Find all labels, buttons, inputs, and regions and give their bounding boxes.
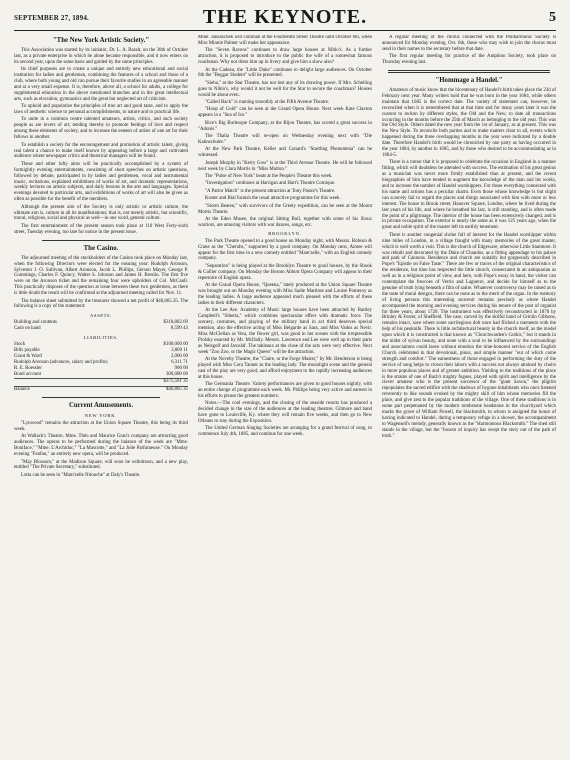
paragraph: There is a rumor that it is proposed to celebrate the occasion in England in a manner fitting, which will doubtless be attended with success. The estimation of his great genius as a musician was never more firmly established than at present, and the recent biographies of him have tended to augment the knowledge of the man and his works, and to increase the number of Handel worshippers. For those everything connected with his name and actions has a peculiar charm. Even those whose knowledge is but slight can scarcely fail to regard the places and things associated with him with more or less interest. The house in Brook street, Hanover Square, London, where he lived during the last years of his life, and where he breathed his last, is still standing, and is often made the point of a pilgrimage. The interior of the house has been extensively changed, and is in private occupation. The exterior is nearly the same as it was 125 years ago, when the great and noble spirit of the master left its earthly tenement. bbox=[382, 160, 556, 231]
paragraph: The first regular meeting for practice of the Amphion Society, took place on Thursday evening last. bbox=[382, 54, 556, 66]
paragraph: "Investigation" continues at Harrigan and Hart's Theatre Comique. bbox=[205, 181, 336, 187]
paragraph: To unite in a common centre talented amateurs, artists, critics, and such society people as are lovers of art; tending thereby to promote feelings of love and respect among these elements of society, and to increase the esteem of artists of one art for their fellows in another. bbox=[14, 117, 188, 141]
balance-amount: 2,000 00 bbox=[170, 353, 188, 359]
balance-label: Bond account bbox=[14, 371, 42, 377]
balance-amount: 300,000 00 bbox=[165, 371, 188, 377]
paragraph: The balance sheet submitted by the treasurer showed a net profit of $46,865.35. The following is a copy of the statement: bbox=[14, 298, 188, 310]
balance-amount: 3,800 11 bbox=[171, 347, 188, 353]
paragraph: Mme. Janauschek will continue at the Fourteenth Street Theatre until October 6th, when Miss Minnie Palmer will make her appearance. bbox=[198, 35, 372, 46]
balance-label: Bills payable bbox=[14, 347, 40, 353]
paragraph: Rice's Big Burlesque Company, at the Bijou Theatre, has scored a great success in "Adonis." bbox=[198, 120, 372, 132]
paragraph: Although the present aim of the Society is only artistic or artistic culture, the ultimate aim is, culture in all its manifestations; that is, not merely artistic, but scientific, moral, religious, social and physical as well—in one word, general culture. bbox=[14, 204, 188, 222]
issue-date: SEPTEMBER 27, 1894. bbox=[14, 14, 89, 22]
paragraph: "Sieba," at the Star Theatre, has not lost any of its drawing power. If Mrs. Schelling goes to Niblo's, why would it not be well for the Star to secure the coachman? Houses would be about even. bbox=[198, 80, 372, 98]
section-divider bbox=[42, 240, 160, 241]
paragraph: At the Lee Ave. Academy of Music large houses have been attracted by Bartley Campbell's "Siberia," which combines spectacular effect with dramatic force. The scenery, costumes, and playing of the military band in act third deserves special mention, also the effective acting of Miss Belgarde as Sara, and Miss Vadus as Nevir. Miss McClellan as Vera, the flower girl, was good in her scenes with the irrepressible Prolsky enacted by Mr. McDally. Messrs. Lawrence and Lee were well up in their parts as Nelsgolf and Jaroslaf. The tableaux at the close of the acts were very effective. Next week "Zoo Zoo, or the Magic Queen" will be the attraction. bbox=[198, 308, 372, 355]
paragraph: At the New Park Theatre, Keller and Cunard's "Startling Phenomena" can be witnessed. bbox=[198, 147, 372, 159]
handel-heading: "Hommage a Handel." bbox=[435, 77, 503, 85]
balance-label: Grant & Ward bbox=[14, 353, 42, 359]
balance-label: Cash on hand bbox=[14, 326, 41, 332]
balance-amount: 900 00 bbox=[174, 365, 188, 371]
paragraph: "Separation" is being played at the Brooklyn Theatre to good houses, by the Shook & Collier company. On Monday the Boston Abbott Opera Company will appear in their repertoire of English opera. bbox=[198, 263, 372, 281]
handel-body bbox=[382, 88, 556, 439]
paragraph: At the Cadeau, the "Little Duke" continues to delight large audiences. On October 6th the "Beggar Student" will be presented. bbox=[198, 67, 372, 79]
article-columns bbox=[14, 35, 556, 759]
paragraph: The Germania Theatre. Variety performances are given to good houses nightly, with an entire change of programme each week. Mr. Phillips being very active and earnest in his efforts to please the greatest numbers. bbox=[198, 382, 372, 399]
paragraph: Koster and Bial furnish the usual attractive programme for this week. bbox=[205, 196, 341, 202]
paragraph: "Storm Beaten," with survivors of the Greely expedition, can be seen at the Mount Morris Theatre. bbox=[198, 203, 372, 215]
balance-amount: $46,865 35 bbox=[165, 387, 188, 393]
section-divider bbox=[42, 397, 160, 398]
music-notes bbox=[382, 35, 556, 66]
paragraph: This Association was started by its initiator, Dr. L. A. Baralt, on the 30th of October last, as a private enterprise in which he alone became responsible, and it now enters on its second year, upon the same basis and guided by the same principles. bbox=[14, 48, 188, 65]
paragraph: The "Seven Ravens" continues to draw large houses at Niblo's. As a further attraction, it is proposed to introduce to the public the wife of a somewhat famous coachman. Why not dress him up in livery and give him a show also? bbox=[198, 48, 372, 66]
paragraph: "Called Back" is running smoothly at the Fifth Avenue Theatre. bbox=[205, 100, 330, 106]
section-divider bbox=[388, 70, 550, 73]
balance-amount: $375,561 35 bbox=[163, 379, 188, 385]
newspaper-title: THE KEYNOTE. bbox=[202, 6, 368, 28]
new-york-subheading: NEW YORK. bbox=[84, 413, 118, 419]
brooklyn-subheading: BROOKLYN. bbox=[268, 230, 302, 236]
paragraph: To establish a society for the encouragement and promotion of artistic talent, giving real talent a chance to make itself known by appearing before a large and cultivated audience where newspaper critics and theatrical managers will be found. bbox=[14, 142, 188, 160]
balance-row bbox=[14, 326, 188, 332]
balance-sheet bbox=[14, 313, 188, 393]
balance-amount: 6,311 71 bbox=[171, 359, 188, 365]
paragraph: The adjourned meeting of the stockholders of the Casino took place on Monday last, when the following Directors were elected for the ensuing year: Rudolph Aronson, Sylvester J. O. Sullivan, Albert Aronson, Jacob L. Phillips, Gerson Mayer, George P. Cummings, Charles F. Quincy, Walter S. Johnson and James H. Breslin. The first five were on the Aronson ticket and the remaining four were upholders of Col. McCaull. This practically disposes of the question at issue between these two gentlemen, as there is little doubt the result will be confirmed at the adjourned meeting called for Nov. 11. bbox=[14, 255, 188, 297]
paragraph: The Park Theatre opened to a good house on Monday night, with Messrs. Robson & Crane as the "Cherubs," supported by a good company. On Monday next, Aimee will appear for the first time in a new comedy entitled "Mam'zelle," with an English comedy company. bbox=[198, 238, 372, 262]
paragraph: The Thalia Theatre will re-open on Wednesday evening next with "Die Katinschuler." bbox=[198, 134, 372, 145]
paragraph: These and other lofty aims will be practically accomplished by a system of fortnightly evening entertainments, consisting of short speeches on artistic questions, followed by debate, participated in by ladies and gentlemen, vocal and instrumental music, recitations, explained exhibitions of works of art, and dramatic representations, weekly lectures on artistic subjects, and daily lessons in the arts and languages. Special evenings devoted to particular arts, and exhibitions of works of art will also be given as often as possible for the benefit of the members. bbox=[14, 161, 188, 203]
paragraph: At the Novelty Theatre, the "Claire, or the Forge Master," by Mr. Henderson is being played with Miss Cora Tanner as the leading lady. The moonlight scene and the general cast of the play are very good, and afford enjoyment to the rapidly increasing audiences at this house. bbox=[198, 356, 372, 380]
paragraph: To uphold and popularize the principles of true art and good taste, and to apply the laws of aesthetic science to personal accomplishments, to nature and to practical life. bbox=[14, 104, 188, 116]
balance-amount: $100,000 00 bbox=[163, 341, 188, 347]
masthead bbox=[14, 6, 556, 31]
casino-heading: The Casino. bbox=[83, 244, 119, 252]
paragraph: "May Blossom," at the Madison Square, will soon be withdrawn, and a new play, entitled "The Private Secretary," substituted. bbox=[14, 459, 188, 471]
artistic-society-body bbox=[14, 48, 188, 236]
paragraph: At the Grand Opera House, "Queena," lately produced at the Union Square Theatre was brought out on Monday evening with Miss Sadie Martinot and Louise Pomeroy as the leading ladies. A large audience appeared much pleased with the efforts of these ladies in their different characters. bbox=[198, 283, 372, 306]
paragraph: Notes.—The cool evenings, and the closing of the seaside resorts has produced a decided change in the size of the audiences at the leading theatres. Gilmore and band have gone to Louisville, Ky. where they will remain five weeks, and then go to New Orleans to stay during the Exposition. bbox=[198, 401, 372, 424]
balance-net-row bbox=[14, 386, 188, 393]
new-york-notes bbox=[198, 35, 372, 229]
paragraph: "A Parlor Match" is the present attraction at Tony Pastor's Theatre. bbox=[205, 188, 336, 194]
balance-label: Stock bbox=[14, 341, 26, 347]
amusements-heading: Current Amusements. bbox=[68, 402, 134, 410]
balance-row bbox=[14, 372, 188, 378]
casino-body bbox=[14, 256, 188, 311]
paragraph: The "Pulse of New York" beats at the People's Theatre this week. bbox=[205, 174, 333, 180]
column-3 bbox=[382, 35, 556, 759]
paragraph: Joseph Murphy in "Kerry Gow" is at the Third Avenue Theatre. He will be followed next week by Clara Morris in "Miss Multon." bbox=[198, 160, 372, 172]
paragraph: Lotta can be seen in "Mam'zelle Nitouche" at Daly's Theatre. bbox=[21, 472, 141, 478]
paragraph: "Lynwood" remains the attraction at the Union Square Theatre, this being its third week. bbox=[14, 421, 188, 433]
artistic-society-heading: "The New York Artistic Society." bbox=[52, 37, 150, 44]
page-number: 5 bbox=[549, 10, 556, 25]
liabilities-title: LIABILITIES. bbox=[83, 335, 119, 341]
paragraph: At the Eden Musee, the original Sitting Bull, together with some of his Sioux warriors, are amusing visitors with war dances, songs, etc. bbox=[198, 216, 372, 228]
balance-label: Balance bbox=[14, 387, 30, 393]
balance-amount: 8,599 43 bbox=[170, 326, 188, 332]
paragraph: Amateurs of music know that the bicentenary of Handel's birth takes place the 23d of February next year. Many writers hold that he was born in the year 1684, while others maintain that 1685 is the correct date. The variety of statement can, however, be reconciled when it is remembered that at that time and for many years later it was the custom to reckon by different styles, the Old and the New; to date all transactions occurring in the months before the 25th of March as belonging to the old year. This was the Old Style. Others dated the new year from the 1st of January, as at present. This was the New Style. To reconcile both parties and to make matters clear to all, events which happened during the three overlapping months in the year were indicated by a double date. Therefore Handel's birth would be chronicled by one party as having occurred in the year 1684, by another in 1685, and by those who desired to be accommodating as in 1684-5. bbox=[382, 88, 556, 158]
brooklyn-notes bbox=[198, 239, 372, 439]
assets-title: ASSETS. bbox=[90, 313, 112, 319]
column-2 bbox=[198, 35, 372, 759]
paragraph: "Hoop of Gold" can be seen at the Grand Opera House. Next week Kate Claxton appears in a "Sea of Ice." bbox=[198, 107, 372, 119]
paragraph: There is another congenial shrine full of interest for the Handel worshipper within nine miles of London, in a village fraught with many memories of the great master, which is well worth a visit. This is the church of Edgeware, otherwise Little Stanmore. It was rebuilt and decorated by the Duke of Chandos, as a fitting appendage to his palace and park of Cannons. Residence and church are suitably but gorgeously described in Pope's "Epistle on False Taste." There are few or traces of the original characteristics of the residence, but time has respected the little church, consecrated in an antiquarian as well as in a religious point of view, and here, with Pope's essay in hand, the visitor can contemplate the frescoes of Verrio and Laguerre, and decide for himself as to the genuine of truth lying beneath a film of satire. Whatever controversy may be raised as to the taste of mural designs, there can be none as to the merit of the organ. In the memory of living persons this interesting souvenir remains precisely as where Handel accompanied the morning and evening services during his tenure of the post of organist for three years, about 1720. The instrument was effectively reconstructed in 1878 by Brinley & Foster, of Sheffield. The case, carved by the skilful hand of Grinlin Gibbons, remains intact, save where some sacrilegious dolt once had filched a memento with the help of his penknife. There is little architectural beauty in the church itself, as the model upon which it is constructed is that known as "Churchwarden's Gothic," but it stands in the midst of sylvan beauty, and none with a soul to be influenced by the surroundings and associations could leave without emotion the time-honored service of the English Church celebrated in that devotional, pious, and simple manner "out of which come strength and comfort." The earnestness of those engaged in performing the duty of the service of song helps to crown their labors with a success not always attained by choirs in more populous places and of greater ambition. Yielding to the traditions of the place is the strains of one of Bach's mighty fugues, played with spirit and intelligence by the clever amateur who is the present successor of the "giant Saxon," the pilgrim repopulates the sacred edifice with the shadows of bygone inhabitants who once listened reverently to like sounds evoked by the mighty skill of him whose memories fill the place, and give zest to the popular traditions of the village. One of these traditions is in some part perpetuated by the modern tombstone headstone in the churchyard which marks the grave of William Powell, the blacksmith, to whom is assigned the honor of having indicated to Handel, during a temporary refuge in a shower, the accompaniment to Wagenseil's melody, generally known as the "Harmonious Blacksmith." The shed still stands in the village, but the "bosom of inquiry has swept the story out of the path of truth." bbox=[382, 232, 556, 439]
paragraph: At Wallack's Theatre, Mme. Théo and Maurice Grau's company are attracting good audiences. The operas to be performed during the balance of the week are "Mme. Boniface," "Mme. L'Archiduc," "La Mascotte," and "La Jolie Parfumeuse." On Monday evening "Fanfan," an entirely new opera, will be produced. bbox=[14, 434, 188, 458]
column-1 bbox=[14, 35, 188, 759]
balance-label: Rudolph Aronson (advances, salary and profits) bbox=[14, 359, 108, 365]
amusements-body bbox=[14, 421, 188, 479]
paragraph: The first entertainment of the present season took place at 110 West Forty-sixth street, Tuesday evening, too late for notice in the present issue. bbox=[14, 223, 188, 235]
balance-label: Building and contents bbox=[14, 320, 57, 326]
paragraph: A regular meeting of the chorus connected with the Philharmonic Society is announced for Monday evening, Oct. 6th, those who may wish to join the chorus must send in their names to the secretary before that date. bbox=[382, 35, 556, 52]
balance-amount: $318,882.69 bbox=[163, 320, 188, 326]
paragraph: The United German Singing Societies are arranging for a grand festival of song, to commence July 4th, 1885, and continue for one week. bbox=[198, 426, 372, 438]
paragraph: Its chief purposes are to create a unique and entirely new educational and social institution for ladies and gentlemen, combining the features of a school and those of a club, where both young and old can pursue their favorite studies in an agreeable manner and at a very small expense. It is, therefore, above all, a school for adults, a college for supplemental education in the above mentioned branches and in the great intellectual arts, such as elocution, gymnastics and the great but neglected art of criticism. bbox=[14, 67, 188, 102]
balance-total-row bbox=[14, 378, 188, 385]
balance-label: R. E. Roessler bbox=[14, 365, 42, 371]
